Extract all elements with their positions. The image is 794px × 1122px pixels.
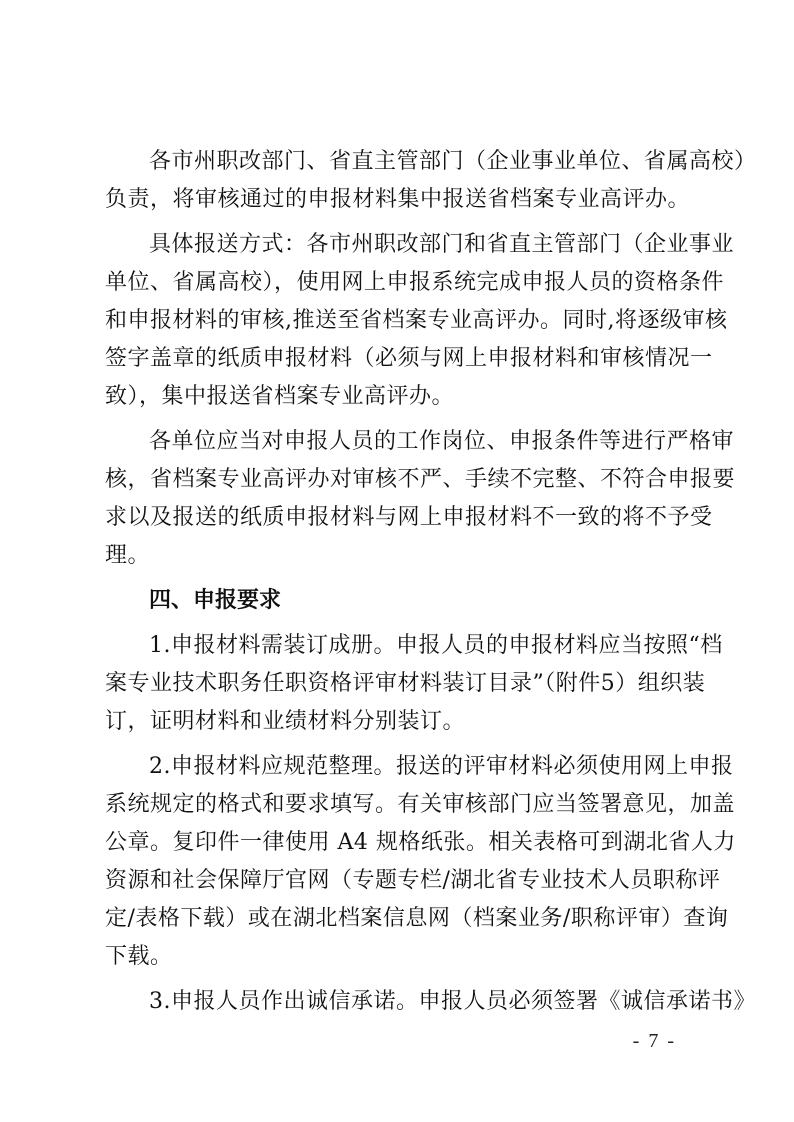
section-heading: 四、申报要求	[149, 588, 282, 613]
text-line: 3.申报人员作出诚信承诺。申报人员必须签署《诚信承诺书》	[149, 989, 756, 1014]
paragraph-submission-method	[105, 226, 735, 416]
text-line: 案专业技术职务任职资格评审材料装订目录”（附件5）组织装	[105, 671, 706, 696]
text-line: 核，省档案专业高评办对审核不严、手续不完整、不符合申报要	[105, 467, 736, 492]
text-line: 具体报送方式：各市州职改部门和省直主管部门（企业事业	[149, 232, 735, 257]
list-item-integrity	[105, 983, 756, 1021]
paragraph-review-requirements	[105, 423, 736, 575]
page-number: - 7 -	[632, 1030, 676, 1052]
text-line: 单位、省属高校），使用网上申报系统完成申报人员的资格条件	[105, 270, 725, 295]
text-line: 理。	[105, 543, 151, 568]
text-line: 负责，将审核通过的申报材料集中报送省档案专业高评办。	[105, 187, 691, 212]
text-line: 系统规定的格式和要求填写。有关审核部门应当签署意见，加盖	[105, 792, 736, 817]
text-line: 和申报材料的审核,推送至省档案专业高评办。同时,将逐级审核	[105, 308, 728, 333]
text-line: 下载。	[105, 944, 173, 969]
text-line: 资源和社会保障厅官网（专题专栏/湖北省专业技术人员职称评	[105, 868, 721, 893]
text-line: 定/表格下载）或在湖北档案信息网（档案业务/职称评审）查询	[105, 906, 729, 931]
list-item-binding	[105, 627, 723, 741]
text-line: 公章。复印件一律使用 A4 规格纸张。相关表格可到湖北省人力	[105, 830, 736, 855]
text-line: 1.申报材料需装订成册。申报人员的申报材料应当按照“档	[149, 633, 723, 658]
list-item-organization	[105, 748, 736, 976]
text-line: 签字盖章的纸质申报材料（必须与网上申报材料和审核情况一	[105, 346, 713, 371]
text-line: 各单位应当对申报人员的工作岗位、申报条件等进行严格审	[149, 429, 735, 454]
paragraph-submission-responsibility	[105, 143, 757, 219]
text-line: 求以及报送的纸质申报材料与网上申报材料不一致的将不予受	[105, 505, 713, 530]
text-line: 2.申报材料应规范整理。报送的评审材料必须使用网上申报	[149, 754, 734, 779]
text-line: 各市州职改部门、省直主管部门（企业事业单位、省属高校）	[149, 149, 757, 174]
text-line: 订，证明材料和业绩材料分别装订。	[105, 709, 466, 734]
text-line: 致），集中报送省档案专业高评办。	[105, 384, 455, 409]
document-body	[105, 143, 757, 1021]
